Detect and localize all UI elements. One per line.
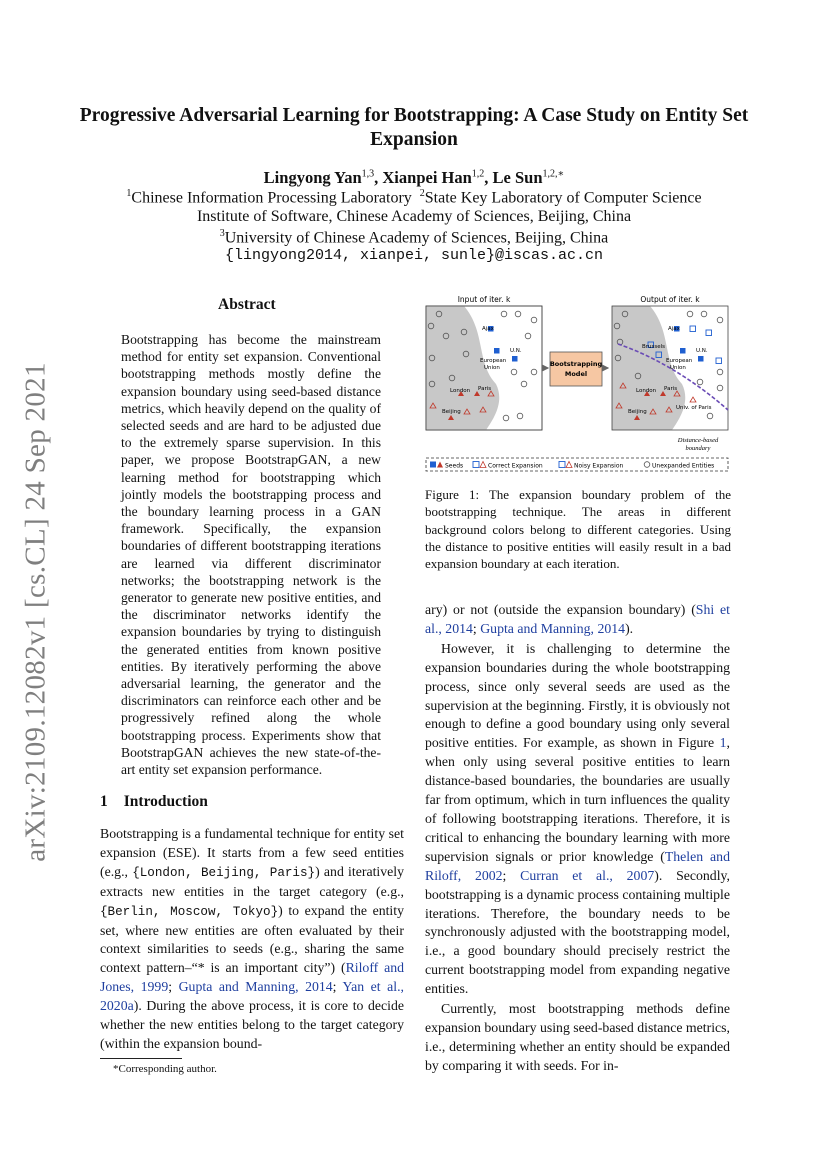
paper-title: Progressive Adversarial Learning for Bootstrapping: A Case Study on Entity Set Expansion	[79, 105, 749, 150]
fig-label: Beijing	[628, 409, 647, 415]
body-text: , when only using several positive entities to learn distance-based boundaries, the boundaries are usually far from optimum, which in turn influences the quality of following bootstrapping iterations. Therefore, it is critical to enhancing the boundary learning with more supervision signals or prior knowledge (	[425, 735, 730, 864]
fig-label: boundary	[685, 445, 711, 452]
affil-sup: 3	[219, 228, 225, 239]
section-heading	[100, 793, 208, 811]
intro-paragraph	[100, 825, 404, 1054]
body-text: ary) or not (outside the expansion boundary) (	[425, 602, 696, 617]
fig-left-title: Input of iter. k	[457, 295, 511, 304]
fig-label: London	[636, 388, 657, 394]
figure-caption: Figure 1: The expansion boundary problem of the bootstrapping technique. The areas in different background colors belong to different categories. Using the distance to positive entities will easily result in a bad expansion boundary at each iteration.	[425, 487, 731, 572]
fig-label: Univ. of Paris	[676, 405, 712, 411]
affiliation-line-1	[0, 188, 828, 207]
legend-correct: Correct Expansion	[488, 462, 543, 470]
author-affil-sup: 1,3	[361, 168, 375, 180]
model-label: Bootstrapping	[549, 360, 603, 368]
right-column-body	[425, 601, 730, 1076]
paragraph: Currently, most bootstrapping methods define expansion boundary using seed-based distance metrics, i.e., determining whether an entity should be expanded by comparing it with seeds. For in-	[425, 1001, 730, 1073]
author-email: {lingyong2014, xianpei, sunle}@iscas.ac.cn	[224, 247, 604, 264]
legend-unexpanded: Unexpanded Entities	[652, 462, 715, 470]
legend-seeds: Seeds	[445, 462, 464, 470]
section-number: 1	[100, 793, 108, 810]
footnote-rule	[100, 1058, 182, 1059]
citation-separator: ;	[168, 979, 179, 995]
arxiv-stamp-text: arXiv:2109.12082v1 [cs.CL] 24 Sep 2021	[19, 362, 52, 862]
fig-label: Union	[670, 365, 686, 371]
fig-label: Ajax	[482, 326, 494, 332]
citation-link[interactable]: Thelen and Riloff, 2002	[425, 848, 730, 883]
author-name: Le Sun	[492, 168, 543, 187]
citation-link[interactable]: Curran et al., 2007	[520, 867, 655, 883]
abstract-body: Bootstrapping has become the mainstream method for entity set expansion. Conventional bootstrapping methods mostly define the expansion boundary using seed-based distance metrics, which heavily depend on the quality of selected seeds and are hard to be adjusted due to the extremely sparse supervision. In this paper, we propose BootstrapGAN, a new learning method for bootstrapping which jointly models the bootstrapping process and the boundary learning process in a GAN framework. Specifically, the expansion boundaries of different bootstrapping iterations are learned via different discriminator networks; the bootstrapping network is the generator to generate new positive entities, and the discriminator networks identify the expansion boundaries by trying to distinguish the generated entities from known positive entities. By iteratively performing the above adversarial learning, the generator and the discriminators can reinforce each other and be progressively refined along the whole bootstrapping process. Experiments show that BootstrapGAN achieves the new state-of-the-art entity set expansion performance.	[121, 332, 381, 778]
fig-label: U.N.	[696, 348, 708, 354]
fig-right-title: Output of iter. k	[640, 295, 700, 304]
model-label: Model	[564, 370, 588, 378]
citation-link[interactable]: Riloff and Jones, 1999	[100, 960, 404, 995]
section-title: Introduction	[123, 793, 208, 810]
affil-text: University of Chinese Academy of Sciences, Beijing, China	[224, 229, 609, 247]
affiliation-line-3	[0, 228, 828, 247]
citation-separator: ;	[472, 620, 481, 636]
author-separator: ,	[374, 168, 383, 187]
affil-sup: 2	[419, 188, 425, 199]
body-text: However, it is challenging to determine the expansion boundaries during the whole bootstrapping process, since only several seeds are used as the supervision at the beginning. Firstly, it is obviously not enough to define a good boundary using only several positive entities. For example, as shown in Figure	[425, 640, 730, 751]
affil-text: State Key Laboratory of Computer Science	[424, 189, 702, 207]
figure-ref-link[interactable]: 1	[719, 735, 727, 751]
author-separator: ,	[484, 168, 493, 187]
paragraph	[425, 601, 730, 639]
affiliation-line-2: Institute of Software, Chinese Academy of Sciences, Beijing, China	[196, 208, 632, 225]
bootstrapping-model-box	[550, 352, 602, 386]
intro-text: Bootstrapping is a fundamental technique for entity set expansion (ESE). It starts from a few seed entities (e.g.,	[100, 826, 404, 879]
body-text: ). Secondly, bootstrapping is a dynamic process containing multiple iterations. Therefore, the boundary needs to be synchronously adjusted with the bootstrapping model, i.e., a good boundary should precisely restrict the current bootstrapping model from expanding negative entities.	[425, 867, 731, 997]
affil-text: Chinese Information Processing Laboratory	[131, 189, 412, 207]
fig-label: European	[666, 358, 693, 364]
fig-label: Paris	[478, 386, 492, 392]
fig-label: Paris	[664, 386, 678, 392]
seed-entities: {London, Beijing, Paris}	[132, 865, 316, 880]
author-name: Lingyong Yan	[263, 168, 362, 187]
citation-separator: ;	[502, 867, 521, 883]
target-entities: {Berlin, Moscow, Tokyo}	[100, 904, 279, 919]
intro-text: ) to expand the entity set, where new entities are often evaluated by their context similarities to seeds (e.g., sharing the same context pattern–“* is an important city”) (	[100, 902, 404, 976]
paragraph	[425, 640, 730, 999]
footnote: *Corresponding author.	[113, 1063, 217, 1075]
arxiv-stamp	[6, 362, 66, 862]
legend-noisy: Noisy Expansion	[574, 462, 624, 470]
affil-sup: 1	[126, 188, 132, 199]
fig-right-panel	[612, 306, 728, 430]
intro-text: ). During the above process, it is core to decide whether the new entities belong to the target category (within the expansion bound-	[100, 998, 404, 1051]
citation-separator: ;	[332, 979, 343, 995]
fig-label: Brussels	[642, 344, 666, 350]
fig-label: U.N.	[510, 348, 522, 354]
abstract-heading: Abstract	[218, 296, 276, 313]
fig-label: Ajax	[668, 326, 680, 332]
intro-text: ) and iteratively extracts new entities in the target category (e.g.,	[100, 863, 404, 899]
fig-legend	[426, 458, 728, 471]
fig-label: London	[450, 388, 471, 394]
fig-label: Union	[484, 365, 500, 371]
author-affil-sup: 1,2	[471, 168, 485, 180]
citation-link[interactable]: Shi et al., 2014	[425, 602, 731, 636]
figure-1	[424, 292, 734, 477]
author-affil-sup: 1,2,∗	[542, 168, 565, 180]
fig-label: European	[480, 358, 507, 364]
citation-link[interactable]: Gupta and Manning, 2014	[178, 979, 333, 995]
author-name: Xianpei Han	[382, 168, 472, 187]
citation-link[interactable]: Yan et al., 2020a	[100, 979, 404, 1014]
body-text: ).	[625, 620, 634, 636]
author-list	[0, 168, 828, 188]
fig-label: Distance-based	[677, 437, 719, 444]
fig-label: Beijing	[442, 409, 461, 415]
citation-link[interactable]: Gupta and Manning, 2014	[480, 620, 626, 636]
fig-left-panel	[426, 306, 542, 430]
